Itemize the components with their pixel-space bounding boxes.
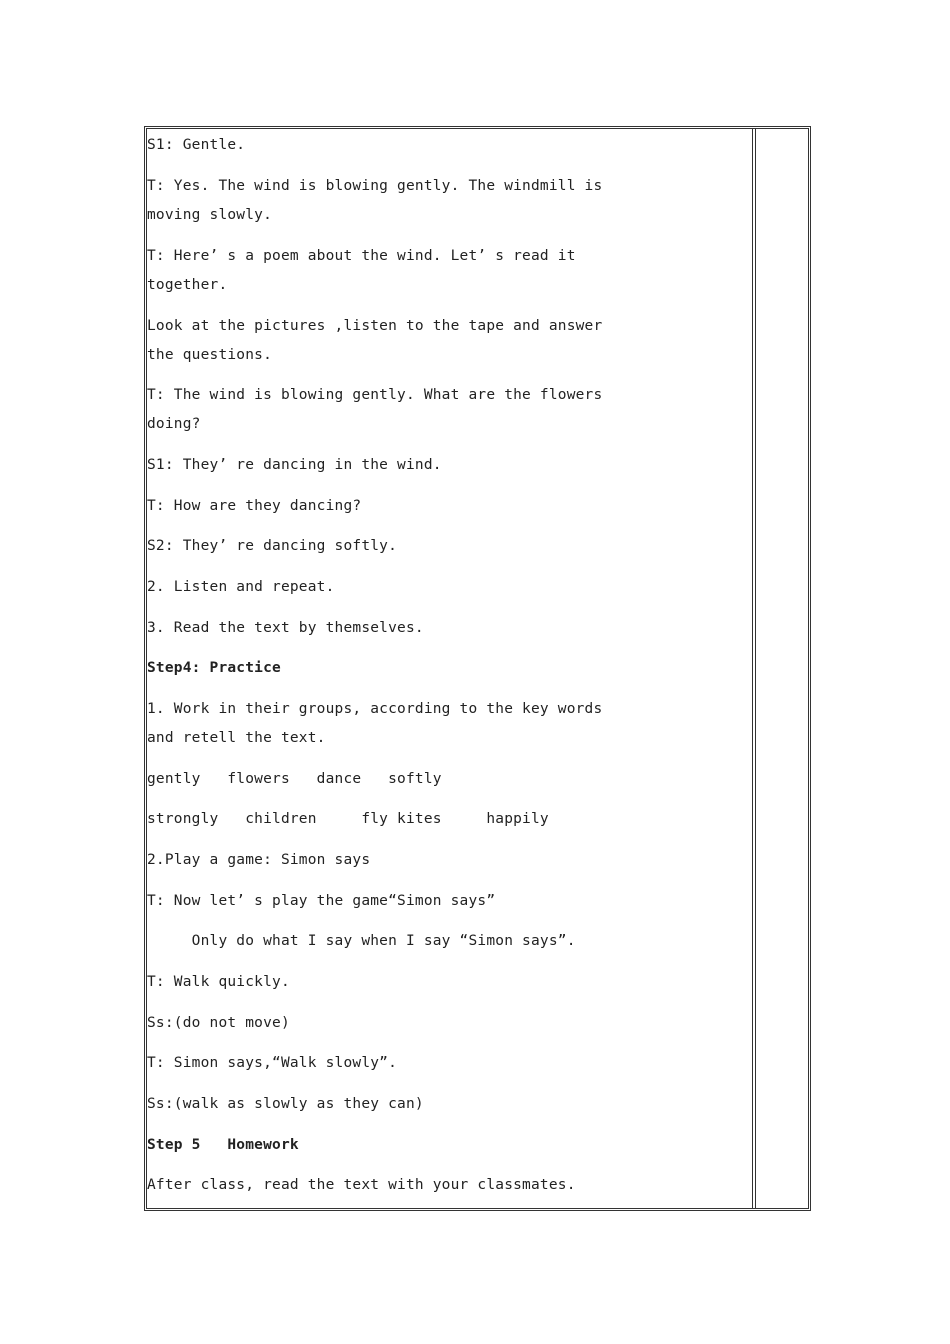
text-line: doing? [147,416,201,432]
text-line: 1. Work in their groups, according to the key words [147,701,603,717]
text-line: T: Simon says,“Walk slowly”. [147,1055,398,1071]
column-divider [752,129,756,1208]
key-words-line: gently flowers dance softly [147,771,442,787]
text-line: S1: They’ re dancing in the wind. [147,457,442,473]
text-line: together. [147,277,228,293]
text-line: S2: They’ re dancing softly. [147,538,398,554]
text-line: and retell the text. [147,730,326,746]
text-line: 2. Listen and repeat. [147,579,335,595]
step-heading: Step4: Practice [147,660,281,676]
text-line: Look at the pictures ,listen to the tape and answer [147,318,603,334]
text-line: T: Now let’ s play the game“Simon says” [147,893,496,909]
text-line: moving slowly. [147,207,273,223]
text-line: Only do what I say when I say “Simon says”. [147,933,576,949]
text-line: S1: Gentle. [147,137,246,153]
text-line: T: Here’ s a poem about the wind. Let’ s read it [147,248,576,264]
key-words-line: strongly children fly kites happily [147,811,549,827]
step-heading: Step 5 Homework [147,1137,299,1153]
text-line: T: The wind is blowing gently. What are the flowers [147,387,603,403]
text-line: 2.Play a game: Simon says [147,852,371,868]
text-line: T: Walk quickly. [147,974,290,990]
text-line: the questions. [147,347,273,363]
text-line: Ss:(walk as slowly as they can) [147,1096,424,1112]
lesson-table [144,126,811,1211]
text-line: After class, read the text with your classmates. [147,1177,576,1193]
text-line: Ss:(do not move) [147,1015,290,1031]
text-line: 3. Read the text by themselves. [147,620,424,636]
text-line: T: How are they dancing? [147,498,362,514]
text-line: T: Yes. The wind is blowing gently. The windmill is [147,178,603,194]
